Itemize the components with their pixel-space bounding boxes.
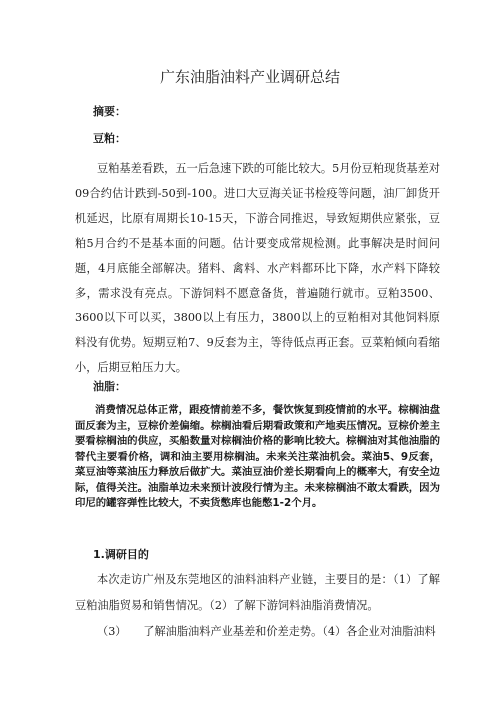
purpose-section [75, 567, 440, 645]
abstract-label: 摘要： [93, 105, 126, 118]
soymeal-label: 豆粕： [93, 132, 126, 145]
oil-paragraph: 消费情况总体正常，跟疫情前差不多，餐饮恢复到疫情前的水平。棕榈油盘面反套为主，豆棕价差偏缩。棕榈油看后期看政策和产地卖压情况。豆棕价差主要看棕榈油的供应，买船数量对棕榈油价格的影响比较大。棕榈油对其他油脂的替代主要看价格，调和油主要用棕榈油。未来关注菜油机会。菜油5、9反套，菜豆油等菜油压力释放后做扩大。菜油豆油价差长期看向上的概率大，有安全边际，值得关注。油脂单边未来预计波段行情为主。未来棕榈油不敢太看跌，因为印尼的罐容弹性比较大，不卖货憋库也能憋1-2个月。 [75, 404, 440, 509]
section-heading: 1.调研目的 [93, 548, 149, 561]
oil-label: 油脂： [93, 380, 126, 393]
document-title: 广东油脂油料产业调研总结 [159, 68, 340, 86]
purpose-paragraph-1: 本次走访广州及东莞地区的油料油料产业链，主要目的是：（1）了解豆粕油脂贸易和销售情况。（2）了解下游饲料油脂消费情况。 [75, 573, 440, 612]
purpose-paragraph-2: （3） 了解油脂油料产业基差和价差走势。（4）各企业对油脂油料 [97, 625, 436, 638]
soymeal-paragraph: 豆粕基差看跌，五一后急速下跌的可能比较大。5月份豆粕现货基差对09合约估计跌到-50到-100。进口大豆海关证书检疫等问题，油厂卸货开机延迟，比原有周期长10-15天，下游合同推迟，导致短期供应紧张，豆粕5月合约不是基本面的问题。估计要变成常规检测。此事解决是时间问题，4月底能全部解决。猪料、禽料、水产料都环比下降，水产料下降较多，需求没有亮点。下游饲料不愿意备货，普遍随行就市。豆粕3500、3600以下可以买，3800以上有压力，3800以上的豆粕相对其他饲料原料没有优势。短期豆粕7、9反套为主，等待低点再正套。豆菜粕倾向看缩小，后期豆粕压力大。 [75, 162, 440, 375]
